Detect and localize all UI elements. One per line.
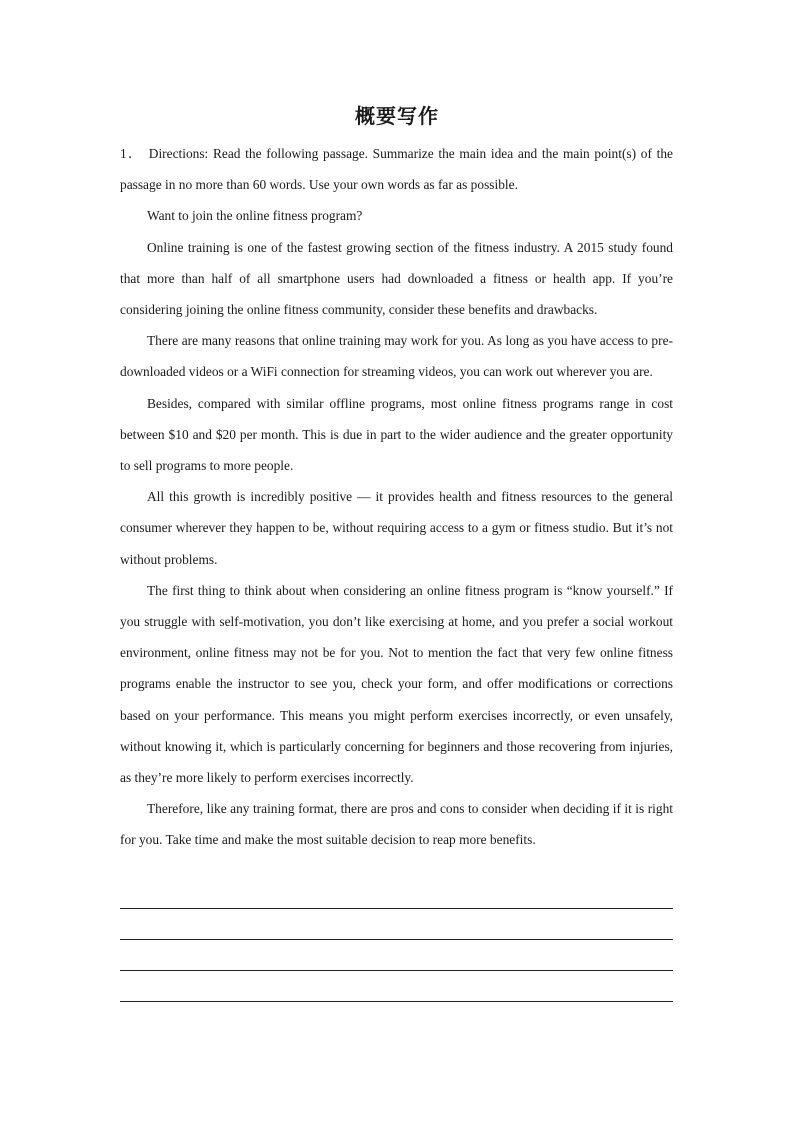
passage-paragraph-5: The first thing to think about when considering an online fitness program is “know yourself.” If you struggle with self-motivation, you don’t like exercising at home, and you prefer a social workout environment, online fitness may not be for you. Not to mention the fact that very few online fitness programs enable the instructor to see you, check your form, and offer modifications or corrections based on your performance. This means you might perform exercises incorrectly, or even unsafely, without knowing it, which is particularly concerning for beginners and those recovering from injuries, as they’re more likely to perform exercises incorrectly. — [120, 582, 673, 786]
question-body — [120, 138, 673, 856]
answer-line[interactable] — [120, 970, 673, 971]
directions-text: Directions: Read the following passage. Summarize the main idea and the main point(s) of the passage in no more than 60 words. Use your own words as far as possible. — [120, 146, 673, 193]
answer-line[interactable] — [120, 939, 673, 940]
passage-paragraph-1: Online training is one of the fastest growing section of the fitness industry. A 2015 study found that more than half of all smartphone users had downloaded a fitness or health app. If you’re considering joining the online fitness community, consider these benefits and drawbacks. — [120, 239, 673, 318]
answer-line[interactable] — [120, 1001, 673, 1002]
passage-paragraph-6: Therefore, like any training format, there are pros and cons to consider when deciding if it is right for you. Take time and make the most suitable decision to reap more benefits. — [120, 801, 673, 848]
passage-paragraph-2: There are many reasons that online training may work for you. As long as you have access to pre-downloaded videos or a WiFi connection for streaming videos, you can work out wherever you are. — [120, 333, 673, 380]
passage-paragraph-3: Besides, compared with similar offline programs, most online fitness programs range in cost between $10 and $20 per month. This is due in part to the wider audience and the greater opportunity to sell programs to more people. — [120, 395, 673, 474]
passage-paragraph-4: All this growth is incredibly positive — it provides health and fitness resources to the general consumer wherever they happen to be, without requiring access to a gym or fitness studio. But it’s not without problems. — [120, 489, 673, 567]
question-number: 1． — [120, 146, 143, 161]
answer-area — [120, 908, 673, 1032]
passage-title: Want to join the online fitness program? — [147, 208, 363, 224]
directions-paragraph — [120, 138, 673, 200]
page-title: 概要写作 — [355, 104, 439, 128]
answer-line[interactable] — [120, 908, 673, 909]
